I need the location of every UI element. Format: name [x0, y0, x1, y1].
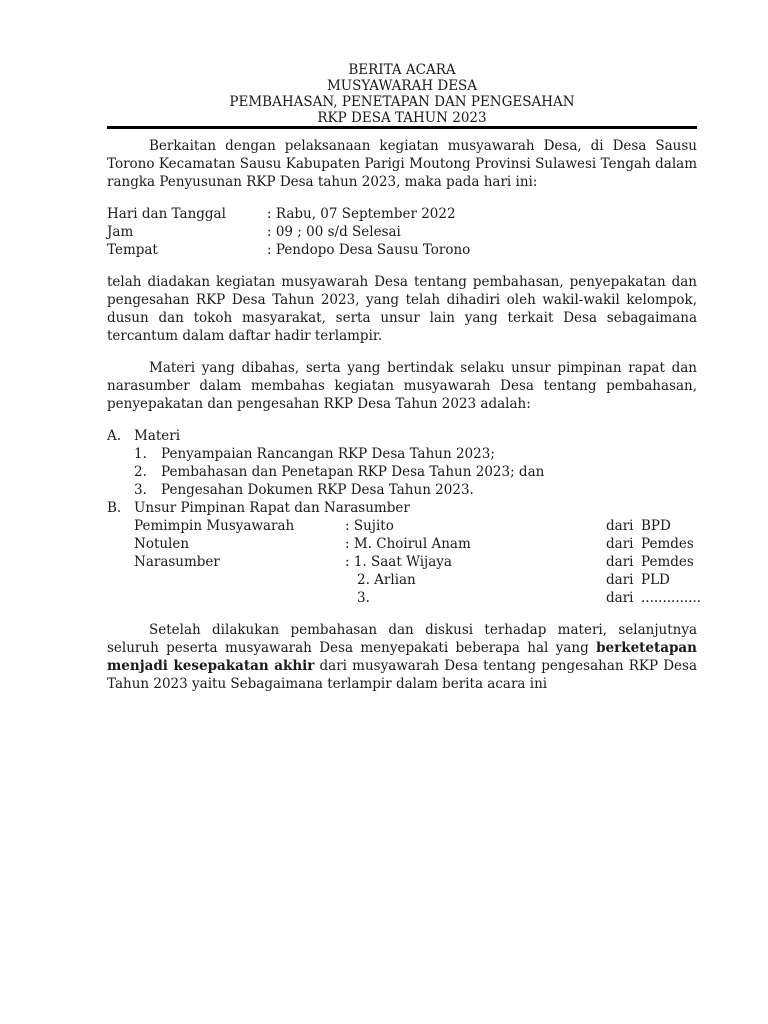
- detail-label: Jam: [107, 224, 134, 240]
- person-name: : 1. Saat Wijaya: [345, 554, 452, 570]
- detail-value: : 09 ; 00 s/d Selesai: [267, 224, 401, 240]
- intro-paragraph: Berkaitan dengan pelaksanaan kegiatan musyawarah Desa, di Desa Sausu Torono Kecamatan Sausu Kabupaten Parigi Moutong Provinsi Sulawesi Tengah dalam rangka Penyusunan RKP Desa tahun 2023, maka pada hari ini:: [107, 138, 697, 190]
- detail-value: : Rabu, 07 September 2022: [267, 206, 456, 222]
- section-a-title: Materi: [134, 428, 181, 444]
- detail-value: : Pendopo Desa Sausu Torono: [267, 242, 471, 258]
- organization: ..............: [641, 590, 702, 606]
- header-divider: [107, 126, 697, 129]
- list-item-text: Pembahasan dan Penetapan RKP Desa Tahun 2023; dan: [161, 464, 545, 480]
- detail-row-time: [107, 223, 697, 241]
- detail-label: Hari dan Tanggal: [107, 206, 226, 222]
- list-item-number: 1.: [134, 446, 147, 462]
- list-item-text: Penyampaian Rancangan RKP Desa Tahun 2023;: [161, 446, 495, 462]
- detail-row-place: [107, 241, 697, 259]
- header-subtitle: MUSYAWARAH DESA: [326, 78, 478, 94]
- closing-bold-phrase: berketetapan menjadi kesepakatan akhir: [107, 640, 697, 674]
- header-topic: PEMBAHASAN, PENETAPAN DAN PENGESAHAN: [229, 94, 575, 110]
- detail-label: Tempat: [107, 242, 158, 258]
- from-label: dari: [606, 590, 634, 606]
- header-year: RKP DESA TAHUN 2023: [317, 110, 487, 126]
- meeting-paragraph: telah diadakan kegiatan musyawarah Desa tentang pembahasan, penyepakatan dan pengesahan RKP Desa Tahun 2023, yang telah dihadiri oleh wakil-wakil kelompok, dusun dan tokoh masyarakat, serta unsur lain yang terkait Desa sebagaimana tercantum dalam daftar hadir terlampir.: [107, 274, 697, 344]
- materials-intro-paragraph: Materi yang dibahas, serta yang bertindak selaku unsur pimpinan rapat dan narasumber dalam membahas kegiatan musyawarah Desa tentang pembahasan, penyepakatan dan pengesahan RKP Desa Tahun 2023 adalah:: [107, 360, 697, 412]
- list-item-text: Pengesahan Dokumen RKP Desa Tahun 2023.: [161, 482, 474, 498]
- list-item-number: 3.: [134, 482, 147, 498]
- section-a-marker: A.: [107, 428, 122, 444]
- person-name: 3.: [357, 590, 370, 606]
- person-name: : M. Choirul Anam: [345, 536, 471, 552]
- organization: Pemdes: [641, 536, 694, 552]
- organization: Pemdes: [641, 554, 694, 570]
- closing-text-part1: Setelah dilakukan pembahasan dan diskusi terhadap materi, selanjutnya seluruh peserta musyawarah Desa menyepakati beberapa hal yang: [107, 622, 697, 656]
- from-label: dari: [606, 554, 634, 570]
- closing-text-part2: dari musyawarah Desa tentang pengesahan RKP Desa Tahun 2023 yaitu Sebagaimana terlampir dalam berita acara ini: [107, 658, 697, 692]
- role-label: Narasumber: [134, 554, 220, 570]
- from-label: dari: [606, 518, 634, 534]
- organization: PLD: [641, 572, 670, 588]
- section-b-marker: B.: [107, 500, 122, 516]
- role-label: Pemimpin Musyawarah: [134, 518, 295, 534]
- organization: BPD: [641, 518, 671, 534]
- person-name: : Sujito: [345, 518, 394, 534]
- from-label: dari: [606, 536, 634, 552]
- closing-paragraph: [107, 621, 697, 693]
- section-b-title: Unsur Pimpinan Rapat dan Narasumber: [134, 500, 410, 516]
- detail-row-date: [107, 205, 697, 223]
- from-label: dari: [606, 572, 634, 588]
- list-item-number: 2.: [134, 464, 147, 480]
- document-header: [107, 62, 697, 126]
- role-label: Notulen: [134, 536, 190, 552]
- person-name: 2. Arlian: [357, 572, 416, 588]
- header-title: BERITA ACARA: [348, 62, 456, 78]
